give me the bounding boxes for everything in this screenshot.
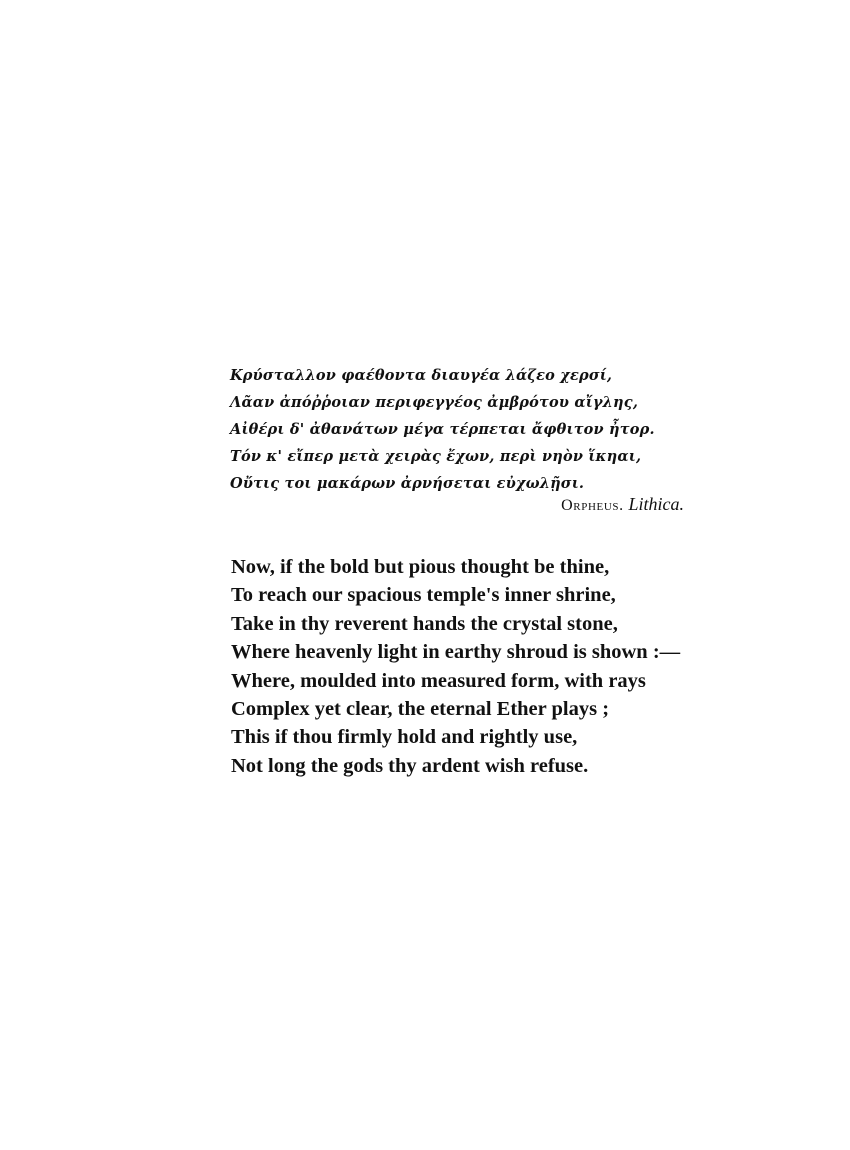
greek-line-4: Τόν κ' εἴπερ μετὰ χειρὰς ἔχων, περὶ νηὸν ἵκηαι, (230, 448, 642, 465)
greek-line-3: Αἰθέρι δ' ἀθανάτων μέγα τέρπεται ἄφθιτον ἦτορ. (230, 421, 655, 438)
greek-line-2: Λᾶαν ἀπόῤῥοιαν περιφεγγέος ἀμβρότου αἴγλης, (230, 394, 639, 411)
english-line-2: To reach our spacious temple's inner shrine, (231, 584, 616, 607)
english-translation (231, 553, 731, 780)
greek-epigraph (230, 362, 690, 497)
greek-line-1: Κρύσταλλον φαέθοντα διαυγέα λάζεο χερσί, (230, 367, 613, 384)
english-line-1: Now, if the bold but pious thought be thine, (231, 556, 610, 578)
english-line-4: Where heavenly light in earthy shroud is shown :— (231, 641, 681, 664)
attribution-author: Orpheus. (561, 497, 624, 514)
english-line-5: Where, moulded into measured form, with rays (231, 669, 646, 692)
english-line-3: Take in thy reverent hands the crystal stone, (231, 612, 618, 635)
english-line-7: This if thou firmly hold and rightly use, (231, 726, 578, 749)
greek-line-5: Οὔτις τοι μακάρων ἀρνήσεται εὐχωλῇσι. (230, 475, 585, 492)
english-line-6: Complex yet clear, the eternal Ether plays ; (231, 698, 610, 721)
attribution-work: Lithica. (628, 494, 684, 514)
epigraph-attribution (230, 492, 684, 518)
english-line-8: Not long the gods thy ardent wish refuse. (231, 754, 589, 777)
